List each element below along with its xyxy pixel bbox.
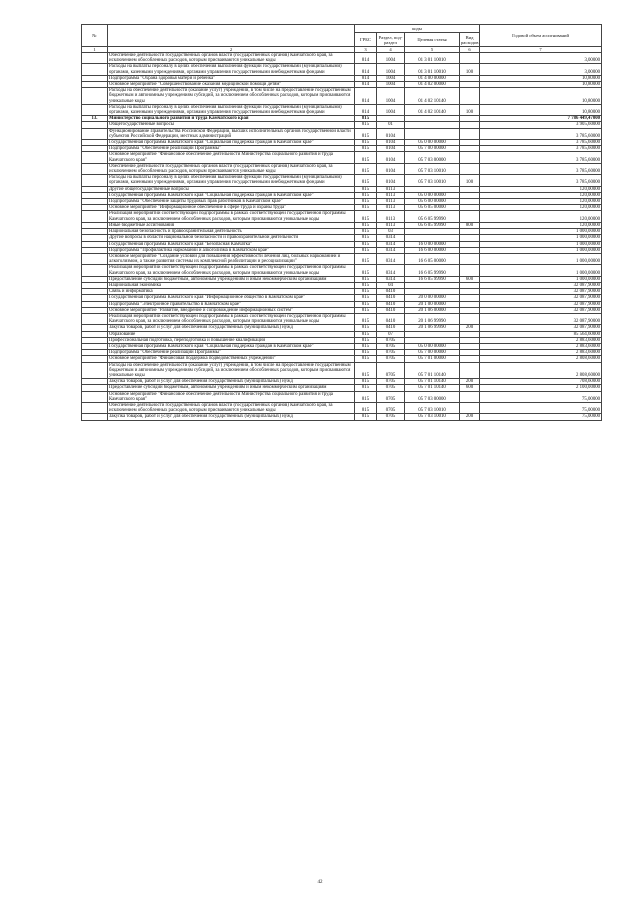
- row-number: [82, 53, 108, 64]
- row-razdel: 0410: [377, 301, 405, 307]
- row-grbs: 815: [355, 289, 377, 295]
- row-target: 05 7 03 10010: [405, 414, 460, 420]
- row-sum: 708,60000: [480, 379, 602, 385]
- row-target: 16 6 05 99990: [405, 276, 460, 282]
- row-razdel: 0113: [377, 205, 405, 211]
- row-name: Основное мероприятие "Финансовое обеспечение деятельности Министерства социального развития и труда Камчатского края": [108, 152, 355, 163]
- row-grbs: 815: [355, 276, 377, 282]
- row-number: [82, 313, 108, 324]
- table-row: [82, 253, 602, 264]
- row-number: [82, 152, 108, 163]
- row-razdel: 0314: [377, 247, 405, 253]
- row-sum: 2 883,60000: [480, 343, 602, 349]
- row-sum: 10,80000: [480, 82, 602, 88]
- row-razdel: 1004: [377, 64, 405, 75]
- row-target: 20 0 00 00000: [405, 295, 460, 301]
- row-name: Обеспечение деятельности государственных органов власти (государственных органов) Камчатского края, за исключением обособленных расходов, которым присваиваются уникальные коды: [108, 402, 355, 413]
- row-name: Связь и информатика: [108, 289, 355, 295]
- row-sum: 75,00000: [480, 402, 602, 413]
- row-vid: [460, 362, 480, 379]
- row-razdel: 0410: [377, 313, 405, 324]
- row-razdel: 0705: [377, 385, 405, 391]
- row-razdel: 0113: [377, 222, 405, 228]
- table-row: [82, 53, 602, 64]
- row-razdel: 0104: [377, 163, 405, 174]
- row-name: Подпрограмма "Охрана здоровья матери и ребенка": [108, 75, 355, 81]
- row-vid: 800: [460, 222, 480, 228]
- row-number: [82, 402, 108, 413]
- row-number: [82, 88, 108, 105]
- page-number: 42: [317, 880, 323, 885]
- colnum-6: 6: [460, 47, 480, 53]
- row-grbs: 815: [355, 140, 377, 146]
- row-razdel: 0705: [377, 350, 405, 356]
- row-vid: 600: [460, 276, 480, 282]
- row-name: Министерство социального развития и труда Камчатского края: [108, 116, 355, 122]
- row-grbs: 815: [355, 414, 377, 420]
- row-target: 05 7 03 10010: [405, 175, 460, 186]
- row-sum: 1 000,00000: [480, 276, 602, 282]
- row-grbs: 815: [355, 146, 377, 152]
- row-grbs: 815: [355, 356, 377, 362]
- row-name: Реализация мероприятий соответствующей подпрограммы в рамках соответствующей государственной программы Камчатского края, за исключением обособленных расходов, которым присваиваются уникальные коды: [108, 265, 355, 276]
- row-razdel: 0705: [377, 379, 405, 385]
- row-sum: 32 087,90000: [480, 295, 602, 301]
- row-target: 05 6 05 99990: [405, 211, 460, 222]
- row-name: Реализация мероприятий соответствующей подпрограммы в рамках соответствующей государственной программы Камчатского края, за исключением обособленных расходов, которым присваиваются уникальные коды: [108, 313, 355, 324]
- row-sum: 120,00000: [480, 205, 602, 211]
- row-sum: 32 087,90000: [480, 282, 602, 288]
- row-target: 01 4 02 10140: [405, 88, 460, 105]
- row-sum: 10,80000: [480, 104, 602, 115]
- row-grbs: 815: [355, 235, 377, 241]
- row-name: Основное мероприятие "Совершенствование оказания медицинской помощи детям": [108, 82, 355, 88]
- row-grbs: 815: [355, 116, 377, 122]
- row-name: Обеспечение деятельности государственных органов власти (государственных органов) Камчатского края, за исключением обособленных расходов, которым присваиваются уникальные коды: [108, 53, 355, 64]
- row-target: 05 6 00 00000: [405, 199, 460, 205]
- row-vid: [460, 88, 480, 105]
- row-name: Подпрограмма "Обеспечение реализации Программы": [108, 350, 355, 356]
- row-sum: 3,00000: [480, 64, 602, 75]
- row-razdel: 0705: [377, 391, 405, 402]
- row-grbs: 815: [355, 205, 377, 211]
- row-name: Государственная программа Камчатского края "Социальная поддержка граждан в Камчатском крае": [108, 140, 355, 146]
- row-number: [82, 104, 108, 115]
- row-name: Основное мероприятие "Развитие, внедрение и сопровождение информационных систем": [108, 307, 355, 313]
- row-name: Подпрограмма "Обеспечение защиты трудовых прав работников в Камчатском крае": [108, 199, 355, 205]
- row-vid: 200: [460, 379, 480, 385]
- header-razdel: Раздел, под-раздел: [377, 33, 405, 47]
- row-target: 20 1 06 99990: [405, 325, 460, 331]
- row-grbs: 815: [355, 163, 377, 174]
- row-number: [82, 391, 108, 402]
- row-vid: [460, 211, 480, 222]
- row-razdel: 07: [377, 331, 405, 337]
- table-row: [82, 313, 602, 324]
- row-name: Общегосударственные вопросы: [108, 122, 355, 128]
- row-name: Расходы на выплаты персоналу в целях обеспечения выполнения функций государственными (муниципальными) органами, казенными учреждениями, органами управления государственными внебюджетными фондами: [108, 175, 355, 186]
- row-grbs: 815: [355, 337, 377, 343]
- row-sum: 3 785,60000: [480, 175, 602, 186]
- row-grbs: 815: [355, 307, 377, 313]
- row-name: Иные бюджетные ассигнования: [108, 222, 355, 228]
- row-sum: 2 808,60000: [480, 356, 602, 362]
- row-grbs: 815: [355, 379, 377, 385]
- row-number: [82, 163, 108, 174]
- row-target: 05 7 01 10140: [405, 385, 460, 391]
- row-grbs: 815: [355, 241, 377, 247]
- row-vid: [460, 391, 480, 402]
- row-target: 05 7 03 10010: [405, 163, 460, 174]
- row-name: Национальная безопасность и правоохранительная деятельность: [108, 229, 355, 235]
- row-razdel: 0705: [377, 356, 405, 362]
- row-grbs: 815: [355, 128, 377, 139]
- row-name: Предоставление субсидий бюджетным, автономным учреждениям и иным некоммерческим организациям: [108, 385, 355, 391]
- row-grbs: 815: [355, 211, 377, 222]
- row-razdel: 0314: [377, 265, 405, 276]
- row-name: Подпрограмма "Обеспечение реализации Программы": [108, 146, 355, 152]
- row-name: Обеспечение деятельности государственных органов власти (государственных органов) Камчатского края, за исключением обособленных расходов, которым присваиваются уникальные коды: [108, 163, 355, 174]
- row-razdel: 0314: [377, 253, 405, 264]
- row-target: 20 1 06 99990: [405, 313, 460, 324]
- row-sum: 85 564,60000: [480, 331, 602, 337]
- row-number: 13.: [82, 116, 108, 122]
- row-grbs: 814: [355, 88, 377, 105]
- row-sum: 3 785,60000: [480, 152, 602, 163]
- row-target: 05 6 05 99990: [405, 222, 460, 228]
- row-target: 05 7 01 10140: [405, 362, 460, 379]
- row-target: 20 1 00 00000: [405, 301, 460, 307]
- row-grbs: 815: [355, 350, 377, 356]
- row-name: Государственная программа Камчатского края "Безопасная Камчатка": [108, 241, 355, 247]
- row-name: Другие вопросы в области национальной безопасности и правоохранительной деятельности: [108, 235, 355, 241]
- table-row: [82, 362, 602, 379]
- colnum-4: 4: [377, 47, 405, 53]
- row-razdel: 0410: [377, 295, 405, 301]
- row-target: 05 7 01 00000: [405, 356, 460, 362]
- table-body: [82, 53, 602, 421]
- row-target: 05 0 00 00000: [405, 140, 460, 146]
- row-number: [82, 362, 108, 379]
- row-vid: [460, 53, 480, 64]
- row-razdel: 0705: [377, 362, 405, 379]
- row-razdel: 0410: [377, 289, 405, 295]
- row-name: Реализация мероприятий соответствующей подпрограммы в рамках соответствующей государственной программы Камчатского края, за исключением обособленных расходов, которым присваиваются уникальные коды: [108, 211, 355, 222]
- row-grbs: 815: [355, 331, 377, 337]
- row-grbs: 815: [355, 229, 377, 235]
- row-razdel: 0314: [377, 235, 405, 241]
- header-grbs: ГРБС: [355, 33, 377, 47]
- row-sum: 2 883,60000: [480, 337, 602, 343]
- row-sum: 2 808,60000: [480, 362, 602, 379]
- header-total: Годовой объем ассигнований: [480, 25, 602, 47]
- row-sum: 10,80000: [480, 75, 602, 81]
- row-razdel: 0104: [377, 152, 405, 163]
- row-sum: 1 000,00000: [480, 253, 602, 264]
- row-grbs: 815: [355, 391, 377, 402]
- row-razdel: 0104: [377, 146, 405, 152]
- row-grbs: 815: [355, 402, 377, 413]
- row-number: [82, 64, 108, 75]
- row-target: 16 6 05 99990: [405, 265, 460, 276]
- row-name: Подпрограмма "Профилактика наркомании и алкоголизма в Камчатском крае": [108, 247, 355, 253]
- row-sum: 1 000,00000: [480, 235, 602, 241]
- row-razdel: 1004: [377, 53, 405, 64]
- row-sum: 10,80000: [480, 88, 602, 105]
- row-sum: 2 100,00000: [480, 385, 602, 391]
- table-row: [82, 128, 602, 139]
- row-sum: 1 000,00000: [480, 229, 602, 235]
- row-sum: 120,00000: [480, 192, 602, 198]
- row-sum: 120,00000: [480, 222, 602, 228]
- table-row: [82, 64, 602, 75]
- row-razdel: 1004: [377, 82, 405, 88]
- row-grbs: 815: [355, 253, 377, 264]
- row-vid: [460, 253, 480, 264]
- row-sum: 3 785,60000: [480, 128, 602, 139]
- row-sum: 32 087,90000: [480, 313, 602, 324]
- row-razdel: 1004: [377, 104, 405, 115]
- row-razdel: 0113: [377, 211, 405, 222]
- row-razdel: 1004: [377, 75, 405, 81]
- row-name: Другие общегосударственные вопросы: [108, 186, 355, 192]
- colnum-1: 1: [82, 47, 108, 53]
- row-name: Государственная программа Камчатского края "Социальная поддержка граждан в Камчатском крае": [108, 343, 355, 349]
- row-target: 05 0 00 00000: [405, 343, 460, 349]
- row-name: Государственная программа Камчатского края "Социальная поддержка граждан в Камчатском крае": [108, 192, 355, 198]
- row-name: Расходы на выплаты персоналу в целях обеспечения выполнения функций государственными (муниципальными) органами, казенными учреждениями, органами управления государственными внебюджетными фондами: [108, 104, 355, 115]
- row-grbs: 815: [355, 385, 377, 391]
- row-sum: 2 883,60000: [480, 350, 602, 356]
- row-target: 05 7 01 10140: [405, 379, 460, 385]
- row-name: Профессиональная подготовка, переподготовка и повышение квалификации: [108, 337, 355, 343]
- colnum-2: 2: [108, 47, 355, 53]
- table-row: [82, 211, 602, 222]
- row-sum: 120,00000: [480, 186, 602, 192]
- row-grbs: 815: [355, 222, 377, 228]
- row-name: Государственная программа Камчатского края "Информационное общество в Камчатском крае": [108, 295, 355, 301]
- row-sum: 3 785,60000: [480, 163, 602, 174]
- row-grbs: 815: [355, 282, 377, 288]
- budget-table-sheet: [81, 24, 601, 421]
- row-razdel: 0705: [377, 343, 405, 349]
- row-name: Образование: [108, 331, 355, 337]
- row-target: 05 7 00 00000: [405, 146, 460, 152]
- row-target: [405, 128, 460, 139]
- row-razdel: 04: [377, 282, 405, 288]
- row-number: [82, 175, 108, 186]
- table-row: [82, 175, 602, 186]
- row-vid: [460, 163, 480, 174]
- row-name: Расходы на выплаты персоналу в целях обеспечения выполнения функций государственными (муниципальными) органами, казенными учреждениями, органами управления государственными внебюджетными фондами: [108, 64, 355, 75]
- row-number: [82, 414, 108, 420]
- row-razdel: 03: [377, 229, 405, 235]
- row-razdel: 0113: [377, 192, 405, 198]
- row-name: Предоставление субсидий бюджетным, автономным учреждениям и иным некоммерческим организациям: [108, 276, 355, 282]
- row-name: Национальная экономика: [108, 282, 355, 288]
- row-number: [82, 211, 108, 222]
- row-grbs: 815: [355, 186, 377, 192]
- row-sum: 3,00000: [480, 53, 602, 64]
- row-target: 01 4 02 10140: [405, 104, 460, 115]
- row-grbs: 815: [355, 152, 377, 163]
- row-number: [82, 128, 108, 139]
- header-codes: коды: [355, 25, 480, 33]
- row-razdel: 0410: [377, 307, 405, 313]
- row-vid: [460, 128, 480, 139]
- row-target: 16 6 00 00000: [405, 247, 460, 253]
- row-target: 05 7 03 00000: [405, 152, 460, 163]
- row-grbs: 814: [355, 104, 377, 115]
- row-grbs: 815: [355, 301, 377, 307]
- row-target: 01 4 00 00000: [405, 75, 460, 81]
- row-razdel: 0104: [377, 128, 405, 139]
- row-name: Расходы на обеспечение деятельности (оказание услуг) учреждений, в том числе на предоставление государственным бюджетным и автономным учреждениям субсидий, за исключением обособленных расходов, которым присваиваются уникальные коды: [108, 88, 355, 105]
- row-vid: [460, 152, 480, 163]
- row-sum: 3 905,60000: [480, 122, 602, 128]
- table-row: [82, 104, 602, 115]
- row-target: 16 0 00 00000: [405, 241, 460, 247]
- colnum-5: 5: [405, 47, 460, 53]
- row-razdel: 0113: [377, 199, 405, 205]
- table-row: [82, 414, 602, 420]
- row-name: Закупка товаров, работ и услуг для обеспечения государственных (муниципальных) нужд: [108, 325, 355, 331]
- row-name: Основное мероприятие "Создание условий для повышения эффективности лечения лиц, больных наркоманией и алкоголизмом, а также развития системы их комплексной реабилитации и ресоциализации": [108, 253, 355, 264]
- row-sum: 1 000,00000: [480, 241, 602, 247]
- row-grbs: 814: [355, 82, 377, 88]
- row-vid: 100: [460, 175, 480, 186]
- table-row: [82, 391, 602, 402]
- row-number: [82, 265, 108, 276]
- row-target: 05 0 00 00000: [405, 192, 460, 198]
- row-vid: 600: [460, 385, 480, 391]
- row-vid: [460, 265, 480, 276]
- row-razdel: 0705: [377, 337, 405, 343]
- row-vid: 100: [460, 64, 480, 75]
- row-target: 01 4 02 00000: [405, 82, 460, 88]
- table-row: [82, 402, 602, 413]
- row-razdel: 0705: [377, 414, 405, 420]
- row-razdel: 0705: [377, 402, 405, 413]
- row-grbs: 815: [355, 247, 377, 253]
- row-name: Основное мероприятие "Финансовое обеспечение деятельности Министерства социального развития и труда Камчатского края": [108, 391, 355, 402]
- table-row: [82, 152, 602, 163]
- row-grbs: 815: [355, 313, 377, 324]
- row-razdel: 0104: [377, 140, 405, 146]
- row-grbs: 815: [355, 265, 377, 276]
- row-grbs: 815: [355, 343, 377, 349]
- row-sum: 75,00000: [480, 391, 602, 402]
- row-sum: 120,00000: [480, 199, 602, 205]
- row-grbs: 815: [355, 199, 377, 205]
- row-target: 16 6 05 00000: [405, 253, 460, 264]
- table-row: [82, 163, 602, 174]
- row-grbs: 814: [355, 64, 377, 75]
- row-grbs: 815: [355, 295, 377, 301]
- row-name: Расходы на обеспечение деятельности (оказание услуг) учреждений, в том числе на предоставление государственным бюджетным и автономным учреждениям субсидий, за исключением обособленных расходов, которым присваиваются уникальные коды: [108, 362, 355, 379]
- row-sum: 32 087,90000: [480, 307, 602, 313]
- table-row: [82, 88, 602, 105]
- row-target: 01 3 01 10010: [405, 53, 460, 64]
- row-razdel: 0104: [377, 175, 405, 186]
- row-razdel: 0314: [377, 276, 405, 282]
- row-vid: 100: [460, 104, 480, 115]
- row-target: 01 3 01 10010: [405, 64, 460, 75]
- header-vid: Вид расходов: [461, 34, 479, 45]
- row-grbs: 815: [355, 362, 377, 379]
- row-name: Закупка товаров, работ и услуг для обеспечения государственных (муниципальных) нужд: [108, 379, 355, 385]
- row-name: Подпрограмма "Электронное правительство в Камчатском крае": [108, 301, 355, 307]
- row-target: 05 7 03 10010: [405, 402, 460, 413]
- row-vid: 200: [460, 414, 480, 420]
- row-sum: 32 087,90000: [480, 289, 602, 295]
- row-sum: 3 785,60000: [480, 140, 602, 146]
- row-razdel: 01: [377, 122, 405, 128]
- row-grbs: 815: [355, 325, 377, 331]
- row-razdel: 0314: [377, 241, 405, 247]
- budget-table: [81, 24, 602, 421]
- row-name: Основное мероприятие "Информационное обеспечение в сфере труда и охраны труда": [108, 205, 355, 211]
- row-target: 05 6 05 00000: [405, 205, 460, 211]
- row-sum: 3 785,60000: [480, 146, 602, 152]
- row-name: Функционирование Правительства Российской Федерации, высших исполнительных органов государственной власти субъектов Российской Федерации, местных администраций: [108, 128, 355, 139]
- header-num: №: [82, 25, 108, 47]
- row-razdel: 0410: [377, 325, 405, 331]
- table-row: [82, 265, 602, 276]
- colnum-3: 3: [355, 47, 377, 53]
- row-sum: 120,00000: [480, 211, 602, 222]
- row-vid: [460, 313, 480, 324]
- row-razdel: 0113: [377, 186, 405, 192]
- row-target: 05 7 00 00000: [405, 350, 460, 356]
- row-name: Основное мероприятие "Финансовая поддержка подведомственных учреждений": [108, 356, 355, 362]
- header-target: Целевая статья: [405, 33, 460, 47]
- row-vid: 200: [460, 325, 480, 331]
- row-grbs: 814: [355, 75, 377, 81]
- row-target: 05 7 03 00000: [405, 391, 460, 402]
- row-sum: 32 087,90000: [480, 325, 602, 331]
- row-sum: 1 000,00000: [480, 247, 602, 253]
- row-sum: 32 087,90000: [480, 301, 602, 307]
- row-grbs: 815: [355, 175, 377, 186]
- colnum-7: 7: [480, 47, 602, 53]
- row-vid: [460, 402, 480, 413]
- row-grbs: 814: [355, 53, 377, 64]
- row-number: [82, 253, 108, 264]
- row-grbs: 815: [355, 122, 377, 128]
- row-grbs: 815: [355, 192, 377, 198]
- row-target: 20 1 06 00000: [405, 307, 460, 313]
- row-sum: 7 786 449,47000: [480, 116, 602, 122]
- row-sum: 1 000,00000: [480, 265, 602, 276]
- row-sum: 75,00000: [480, 414, 602, 420]
- header-name: [108, 25, 355, 47]
- row-name: Закупка товаров, работ и услуг для обеспечения государственных (муниципальных) нужд: [108, 414, 355, 420]
- row-razdel: 1004: [377, 88, 405, 105]
